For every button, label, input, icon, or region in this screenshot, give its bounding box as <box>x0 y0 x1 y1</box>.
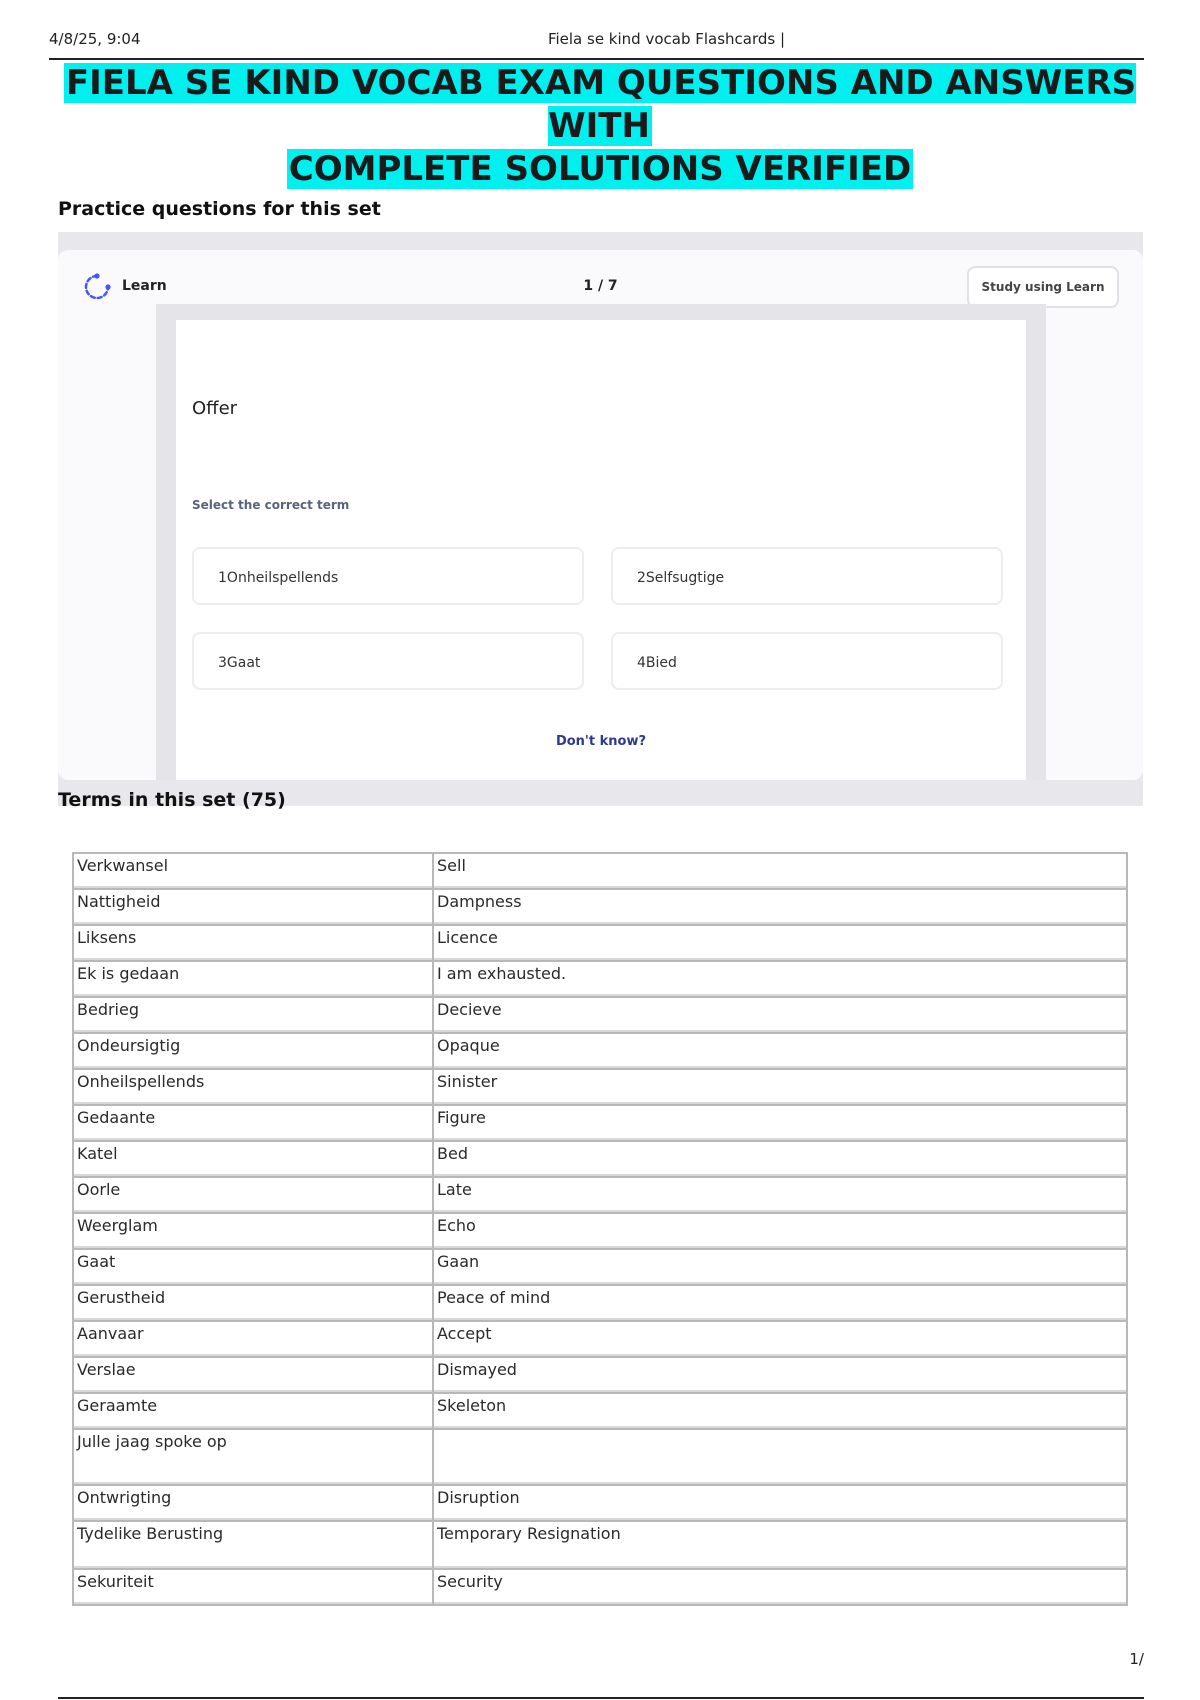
question-term: Offer <box>192 398 238 419</box>
learn-card <box>58 250 1143 780</box>
answer-option-3[interactable] <box>192 632 584 690</box>
dont-know-link[interactable]: Don't know? <box>555 734 647 749</box>
definition-cell: Dampness <box>433 889 1127 925</box>
term-cell: Gerustheid <box>73 1285 433 1321</box>
bottom-rule <box>58 1697 1144 1699</box>
print-header <box>49 28 1144 60</box>
option-text: Onheilspellends <box>226 570 339 586</box>
option-number: 2 <box>637 570 646 586</box>
term-cell: Ontwrigting <box>73 1485 433 1521</box>
term-cell: Ondeursigtig <box>73 1033 433 1069</box>
practice-heading: Practice questions for this set <box>58 198 381 220</box>
table-row <box>73 925 1127 961</box>
table-row <box>73 1285 1127 1321</box>
table-row <box>73 1393 1127 1429</box>
option-number: 1 <box>218 570 227 586</box>
option-number: 4 <box>637 655 646 671</box>
table-row <box>73 961 1127 997</box>
option-text: Gaat <box>226 655 261 671</box>
term-cell: Weerglam <box>73 1213 433 1249</box>
question-counter: 1 / 7 <box>583 278 618 294</box>
table-row <box>73 1069 1127 1105</box>
definition-cell: I am exhausted. <box>433 961 1127 997</box>
definition-cell: Temporary Resignation <box>433 1521 1127 1569</box>
table-row <box>73 853 1127 889</box>
page-number: 1/ <box>1129 1650 1144 1668</box>
table-row <box>73 1357 1127 1393</box>
term-cell: Onheilspellends <box>73 1069 433 1105</box>
answer-option-4[interactable] <box>611 632 1003 690</box>
term-cell: Ek is gedaan <box>73 961 433 997</box>
table-row <box>73 1485 1127 1521</box>
definition-cell: Dismayed <box>433 1357 1127 1393</box>
table-row <box>73 1569 1127 1605</box>
table-row <box>73 1177 1127 1213</box>
question-instruction: Select the correct term <box>192 498 350 512</box>
definition-cell: Disruption <box>433 1485 1127 1521</box>
question-card <box>176 320 1026 780</box>
table-row <box>73 1521 1127 1569</box>
definition-cell: Skeleton <box>433 1393 1127 1429</box>
question-panel <box>156 304 1046 780</box>
print-date: 4/8/25, 9:04 <box>49 30 141 48</box>
definition-cell: Gaan <box>433 1249 1127 1285</box>
term-cell: Gedaante <box>73 1105 433 1141</box>
table-row <box>73 1249 1127 1285</box>
definition-cell: Sell <box>433 853 1127 889</box>
document-title <box>60 62 1140 191</box>
definition-cell: Security <box>433 1569 1127 1605</box>
definition-cell: Figure <box>433 1105 1127 1141</box>
term-cell: Sekuriteit <box>73 1569 433 1605</box>
table-row <box>73 1429 1127 1485</box>
table-row <box>73 1141 1127 1177</box>
term-cell: Liksens <box>73 925 433 961</box>
term-cell: Katel <box>73 1141 433 1177</box>
terms-table <box>72 852 1128 1606</box>
answer-option-1[interactable] <box>192 547 584 605</box>
term-cell: Verkwansel <box>73 853 433 889</box>
term-cell: Tydelike Berusting <box>73 1521 433 1569</box>
table-row <box>73 1105 1127 1141</box>
definition-cell: Sinister <box>433 1069 1127 1105</box>
term-cell: Nattigheid <box>73 889 433 925</box>
option-text: Selfsugtige <box>645 570 725 586</box>
definition-cell: Echo <box>433 1213 1127 1249</box>
table-row <box>73 1033 1127 1069</box>
table-row <box>73 1321 1127 1357</box>
term-cell: Oorle <box>73 1177 433 1213</box>
definition-cell: Accept <box>433 1321 1127 1357</box>
term-cell: Bedrieg <box>73 997 433 1033</box>
print-page-title: Fiela se kind vocab Flashcards | <box>547 30 786 48</box>
table-row <box>73 1213 1127 1249</box>
definition-cell: Decieve <box>433 997 1127 1033</box>
definition-cell: Licence <box>433 925 1127 961</box>
definition-cell: Opaque <box>433 1033 1127 1069</box>
study-using-learn-button[interactable]: Study using Learn <box>967 266 1119 308</box>
document-title-line-2: COMPLETE SOLUTIONS VERIFIED <box>288 149 912 189</box>
definition-cell: Bed <box>433 1141 1127 1177</box>
term-cell: Gaat <box>73 1249 433 1285</box>
definition-cell <box>433 1429 1127 1485</box>
term-cell: Julle jaag spoke op <box>73 1429 433 1485</box>
learn-label: Learn <box>122 278 167 294</box>
term-cell: Verslae <box>73 1357 433 1393</box>
table-row <box>73 889 1127 925</box>
option-text: Bied <box>645 655 677 671</box>
term-cell: Geraamte <box>73 1393 433 1429</box>
learn-widget <box>58 232 1143 806</box>
document-title-line-1: FIELA SE KIND VOCAB EXAM QUESTIONS AND ANSWERS WITH <box>65 63 1137 146</box>
option-number: 3 <box>218 655 227 671</box>
definition-cell: Late <box>433 1177 1127 1213</box>
term-cell: Aanvaar <box>73 1321 433 1357</box>
table-row <box>73 997 1127 1033</box>
terms-heading: Terms in this set (75) <box>58 789 286 811</box>
answer-option-2[interactable] <box>611 547 1003 605</box>
definition-cell: Peace of mind <box>433 1285 1127 1321</box>
